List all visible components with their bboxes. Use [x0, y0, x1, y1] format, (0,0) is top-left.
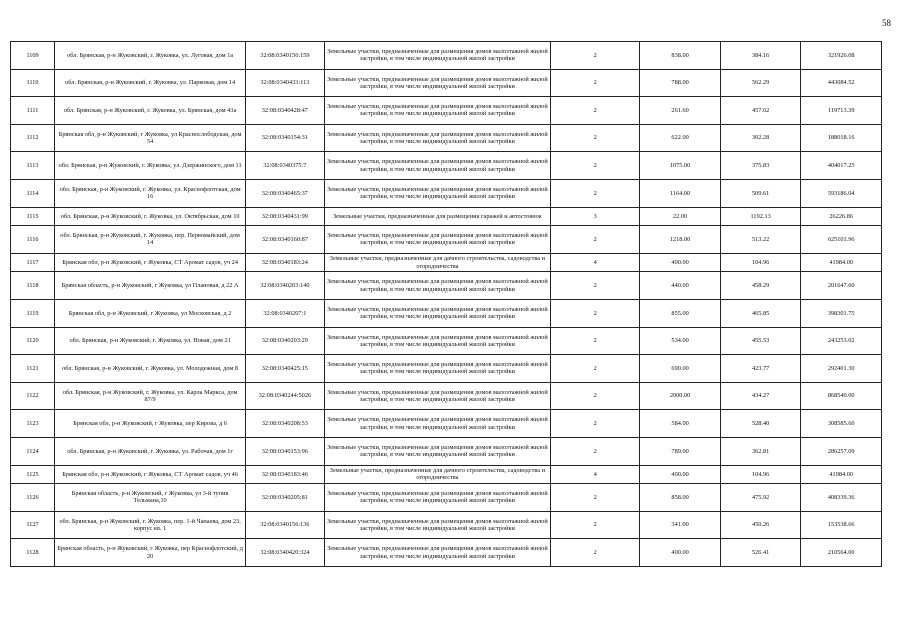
permitted-use-cell: Земельные участки, предназначенные для размещения домов малоэтажной жилой застройки, в том числе индивидуальной жилой застройки — [324, 42, 551, 70]
specific-value-cell: 384.16 — [720, 42, 801, 70]
area-cell: 789.00 — [640, 437, 721, 465]
permitted-use-cell: Земельные участки, предназначенные для размещения гаражей и автостоянок — [324, 207, 551, 226]
specific-value-cell: 528.40 — [720, 410, 801, 438]
row-number: 1119 — [11, 299, 55, 327]
cadastral-number-cell: 32:08:0340160:87 — [246, 226, 324, 254]
area-cell: 534.00 — [640, 327, 721, 355]
table-row — [11, 410, 882, 438]
permitted-use-cell: Земельные участки, предназначенные для размещения домов малоэтажной жилой застройки, в том числе индивидуальной жилой застройки — [324, 355, 551, 383]
table-row — [11, 272, 882, 300]
area-cell: 858.00 — [640, 484, 721, 512]
specific-value-cell: 465.85 — [720, 299, 801, 327]
use-group-cell: 2 — [551, 69, 640, 97]
area-cell: 400.00 — [640, 253, 721, 272]
area-cell: 2000.00 — [640, 382, 721, 410]
specific-value-cell: 450.26 — [720, 511, 801, 539]
permitted-use-cell: Земельные участки, предназначенные для размещения домов малоэтажной жилой застройки, в том числе индивидуальной жилой застройки — [324, 124, 551, 152]
row-number: 1111 — [11, 97, 55, 125]
table-row — [11, 437, 882, 465]
use-group-cell: 2 — [551, 382, 640, 410]
use-group-cell: 4 — [551, 253, 640, 272]
specific-value-cell: 458.29 — [720, 272, 801, 300]
address-cell: обл. Брянская, р-н Жуковский, г. Жуковка, ул. Краснофлотская, дом 16 — [55, 179, 246, 207]
address-cell: обл. Брянская, р-н Жуковский, г. Жуковка, ул. Луговая, дом 1а — [55, 42, 246, 70]
use-group-cell: 2 — [551, 42, 640, 70]
cadastral-value-cell: 286257.09 — [801, 437, 882, 465]
cadastral-value-cell: 26226.86 — [801, 207, 882, 226]
land-plots-table — [10, 41, 882, 567]
cadastral-number-cell: 32:08:0340203:29 — [246, 327, 324, 355]
specific-value-cell: 509.61 — [720, 179, 801, 207]
cadastral-value-cell: 443084.52 — [801, 69, 882, 97]
address-cell: обл. Брянская, р-н Жуковский, г. Жуковка, ул. Новая, дом 21 — [55, 327, 246, 355]
cadastral-value-cell: 153538.66 — [801, 511, 882, 539]
row-number: 1122 — [11, 382, 55, 410]
row-number: 1125 — [11, 465, 55, 484]
use-group-cell: 2 — [551, 152, 640, 180]
specific-value-cell: 362.81 — [720, 437, 801, 465]
cadastral-number-cell: 32:08:0340208:53 — [246, 410, 324, 438]
row-number: 1116 — [11, 226, 55, 254]
use-group-cell: 2 — [551, 327, 640, 355]
address-cell: Брянская обл, р-н Жуковский, г Жуковка, пер Кирова, д 6 — [55, 410, 246, 438]
table-row — [11, 465, 882, 484]
permitted-use-cell: Земельные участки, предназначенные для размещения домов малоэтажной жилой застройки, в том числе индивидуальной жилой застройки — [324, 511, 551, 539]
area-cell: 1164.00 — [640, 179, 721, 207]
cadastral-value-cell: 408339.36 — [801, 484, 882, 512]
row-number: 1112 — [11, 124, 55, 152]
cadastral-value-cell: 404017.25 — [801, 152, 882, 180]
permitted-use-cell: Земельные участки, предназначенные для размещения домов малоэтажной жилой застройки, в том числе индивидуальной жилой застройки — [324, 152, 551, 180]
use-group-cell: 4 — [551, 465, 640, 484]
table-row — [11, 226, 882, 254]
table-row — [11, 484, 882, 512]
permitted-use-cell: Земельные участки, предназначенные для дачного строительства, садоводства и огородничества — [324, 465, 551, 484]
cadastral-number-cell: 32:08:0340207:1 — [246, 299, 324, 327]
row-number: 1109 — [11, 42, 55, 70]
cadastral-number-cell: 32:08:0340205:81 — [246, 484, 324, 512]
row-number: 1120 — [11, 327, 55, 355]
area-cell: 341.00 — [640, 511, 721, 539]
permitted-use-cell: Земельные участки, предназначенные для размещения домов малоэтажной жилой застройки, в том числе индивидуальной жилой застройки — [324, 327, 551, 355]
cadastral-value-cell: 41984.00 — [801, 253, 882, 272]
cadastral-value-cell: 321926.08 — [801, 42, 882, 70]
cadastral-value-cell: 188018.16 — [801, 124, 882, 152]
area-cell: 261.60 — [640, 97, 721, 125]
table-row — [11, 69, 882, 97]
table-row — [11, 124, 882, 152]
table-row — [11, 207, 882, 226]
row-number: 1127 — [11, 511, 55, 539]
cadastral-number-cell: 32:08:0340183:24 — [246, 253, 324, 272]
address-cell: обл. Брянская, р-н Жуковский, г. Жуковка, ул. Парковая, дом 14 — [55, 69, 246, 97]
use-group-cell: 2 — [551, 124, 640, 152]
permitted-use-cell: Земельные участки, предназначенные для размещения домов малоэтажной жилой застройки, в том числе индивидуальной жилой застройки — [324, 272, 551, 300]
table-row — [11, 327, 882, 355]
table-row — [11, 97, 882, 125]
address-cell: Брянская обл, р-н Жуковский, г Жуковка, СТ Аромат садов, уч 24 — [55, 253, 246, 272]
address-cell: обл. Брянская, р-н Жуковский, г. Жуковка, ул. Октябрьская, дом 10 — [55, 207, 246, 226]
specific-value-cell: 513.22 — [720, 226, 801, 254]
area-cell: 788.00 — [640, 69, 721, 97]
cadastral-value-cell: 292401.30 — [801, 355, 882, 383]
row-number: 1121 — [11, 355, 55, 383]
cadastral-value-cell: 41984.00 — [801, 465, 882, 484]
permitted-use-cell: Земельные участки, предназначенные для размещения домов малоэтажной жилой застройки, в том числе индивидуальной жилой застройки — [324, 382, 551, 410]
address-cell: обл. Брянская, р-н Жуковский, г. Жуковка, ул. Рабочая, дом 1г — [55, 437, 246, 465]
specific-value-cell: 455.53 — [720, 327, 801, 355]
cadastral-value-cell: 119713.39 — [801, 97, 882, 125]
cadastral-number-cell: 32:08:0340154:31 — [246, 124, 324, 152]
cadastral-number-cell: 32:08:0340156:159 — [246, 42, 324, 70]
table-row — [11, 179, 882, 207]
cadastral-number-cell: 32:08:0340156:136 — [246, 511, 324, 539]
use-group-cell: 2 — [551, 299, 640, 327]
specific-value-cell: 457.62 — [720, 97, 801, 125]
permitted-use-cell: Земельные участки, предназначенные для размещения домов малоэтажной жилой застройки, в том числе индивидуальной жилой застройки — [324, 299, 551, 327]
address-cell: обл. Брянская, р-н Жуковский, г. Жуковка, ул. Брянская, дом 43а — [55, 97, 246, 125]
cadastral-number-cell: 32:08:0340244:5026 — [246, 382, 324, 410]
table-row — [11, 42, 882, 70]
cadastral-value-cell: 625101.96 — [801, 226, 882, 254]
table-body — [11, 42, 882, 567]
cadastral-number-cell: 32:08:0340425:15 — [246, 355, 324, 383]
cadastral-number-cell: 32:08:0340375:7 — [246, 152, 324, 180]
row-number: 1115 — [11, 207, 55, 226]
address-cell: обл. Брянская, р-н Жуковский, г. Жуковка, ул. Дзержинского, дом 11 — [55, 152, 246, 180]
area-cell: 622.00 — [640, 124, 721, 152]
address-cell: Брянская область, р-н Жуковский, г Жуковка, ул Плановая, д 22 А — [55, 272, 246, 300]
use-group-cell: 2 — [551, 179, 640, 207]
area-cell: 1075.00 — [640, 152, 721, 180]
page-number: 58 — [882, 18, 891, 28]
cadastral-value-cell: 308585.60 — [801, 410, 882, 438]
table-row — [11, 152, 882, 180]
address-cell: Брянская область, р-н Жуковский, г Жуковка, пер Краснофлотский, д 20 — [55, 539, 246, 567]
area-cell: 400.00 — [640, 539, 721, 567]
table-row — [11, 299, 882, 327]
table-row — [11, 355, 882, 383]
use-group-cell: 2 — [551, 437, 640, 465]
cadastral-value-cell: 201647.60 — [801, 272, 882, 300]
cadastral-value-cell: 593186.04 — [801, 179, 882, 207]
use-group-cell: 2 — [551, 226, 640, 254]
area-cell: 400.00 — [640, 465, 721, 484]
area-cell: 440.00 — [640, 272, 721, 300]
area-cell: 855.00 — [640, 299, 721, 327]
permitted-use-cell: Земельные участки, предназначенные для размещения домов малоэтажной жилой застройки, в том числе индивидуальной жилой застройки — [324, 179, 551, 207]
permitted-use-cell: Земельные участки, предназначенные для размещения домов малоэтажной жилой застройки, в том числе индивидуальной жилой застройки — [324, 226, 551, 254]
use-group-cell: 2 — [551, 539, 640, 567]
use-group-cell: 2 — [551, 484, 640, 512]
address-cell: обл. Брянская, р-н Жуковский, г. Жуковка, ул. Молодежная, дом 8 — [55, 355, 246, 383]
area-cell: 1218.00 — [640, 226, 721, 254]
address-cell: Брянская обл, р-н Жуковский, г Жуковка, ул Краснослободская, дом 54 — [55, 124, 246, 152]
use-group-cell: 2 — [551, 97, 640, 125]
cadastral-number-cell: 32:08:0340465:37 — [246, 179, 324, 207]
row-number: 1117 — [11, 253, 55, 272]
address-cell: Брянская обл, р-н Жуковский, г Жуковка, ул Московская, д 2 — [55, 299, 246, 327]
specific-value-cell: 104.96 — [720, 465, 801, 484]
cadastral-number-cell: 32:08:0340153:96 — [246, 437, 324, 465]
table-row — [11, 253, 882, 272]
table-row — [11, 511, 882, 539]
area-cell: 690.00 — [640, 355, 721, 383]
specific-value-cell: 475.92 — [720, 484, 801, 512]
area-cell: 22.00 — [640, 207, 721, 226]
cadastral-value-cell: 398301.75 — [801, 299, 882, 327]
address-cell: обл. Брянская, р-н Жуковский, г. Жуковка, пер. Первомайский, дом 14 — [55, 226, 246, 254]
use-group-cell: 2 — [551, 511, 640, 539]
specific-value-cell: 375.83 — [720, 152, 801, 180]
use-group-cell: 2 — [551, 355, 640, 383]
row-number: 1123 — [11, 410, 55, 438]
cadastral-number-cell: 32:08:0340183:46 — [246, 465, 324, 484]
cadastral-value-cell: 868540.00 — [801, 382, 882, 410]
use-group-cell: 3 — [551, 207, 640, 226]
area-cell: 584.00 — [640, 410, 721, 438]
specific-value-cell: 434.27 — [720, 382, 801, 410]
table-row — [11, 382, 882, 410]
row-number: 1110 — [11, 69, 55, 97]
cadastral-value-cell: 243253.02 — [801, 327, 882, 355]
permitted-use-cell: Земельные участки, предназначенные для размещения домов малоэтажной жилой застройки, в том числе индивидуальной жилой застройки — [324, 69, 551, 97]
specific-value-cell: 562.29 — [720, 69, 801, 97]
permitted-use-cell: Земельные участки, предназначенные для размещения домов малоэтажной жилой застройки, в том числе индивидуальной жилой застройки — [324, 437, 551, 465]
permitted-use-cell: Земельные участки, предназначенные для размещения домов малоэтажной жилой застройки, в том числе индивидуальной жилой застройки — [324, 97, 551, 125]
row-number: 1118 — [11, 272, 55, 300]
permitted-use-cell: Земельные участки, предназначенные для дачного строительства, садоводства и огородничества — [324, 253, 551, 272]
row-number: 1128 — [11, 539, 55, 567]
address-cell: Брянская область, р-н Жуковский, г Жуковка, ул 3-й тупик Тельмана,10 — [55, 484, 246, 512]
permitted-use-cell: Земельные участки, предназначенные для размещения домов малоэтажной жилой застройки, в том числе индивидуальной жилой застройки — [324, 539, 551, 567]
cadastral-number-cell: 32:08:0340203:140 — [246, 272, 324, 300]
use-group-cell: 2 — [551, 272, 640, 300]
address-cell: обл. Брянская, р-н Жуковский, г. Жуковка, ул. Карла Маркса, дом 87/9 — [55, 382, 246, 410]
address-cell: обл. Брянская, р-н Жуковский, г. Жуковка, пер. 1-й Чапаева, дом 23, корпус кв. 1 — [55, 511, 246, 539]
cadastral-number-cell: 32:08:0340431:99 — [246, 207, 324, 226]
cadastral-number-cell: 32:08:0340420:324 — [246, 539, 324, 567]
cadastral-value-cell: 210564.00 — [801, 539, 882, 567]
specific-value-cell: 104.96 — [720, 253, 801, 272]
area-cell: 838.00 — [640, 42, 721, 70]
row-number: 1126 — [11, 484, 55, 512]
specific-value-cell: 423.77 — [720, 355, 801, 383]
address-cell: Брянская обл, р-н Жуковский, г Жуковка, СТ Аромат садов, уч 46 — [55, 465, 246, 484]
cadastral-number-cell: 32:08:0340433:113 — [246, 69, 324, 97]
row-number: 1113 — [11, 152, 55, 180]
row-number: 1114 — [11, 179, 55, 207]
specific-value-cell: 302.28 — [720, 124, 801, 152]
permitted-use-cell: Земельные участки, предназначенные для размещения домов малоэтажной жилой застройки, в том числе индивидуальной жилой застройки — [324, 484, 551, 512]
use-group-cell: 2 — [551, 410, 640, 438]
row-number: 1124 — [11, 437, 55, 465]
table-row — [11, 539, 882, 567]
specific-value-cell: 526.41 — [720, 539, 801, 567]
cadastral-number-cell: 32:08:0340428:47 — [246, 97, 324, 125]
permitted-use-cell: Земельные участки, предназначенные для размещения домов малоэтажной жилой застройки, в том числе индивидуальной жилой застройки — [324, 410, 551, 438]
specific-value-cell: 1192.13 — [720, 207, 801, 226]
